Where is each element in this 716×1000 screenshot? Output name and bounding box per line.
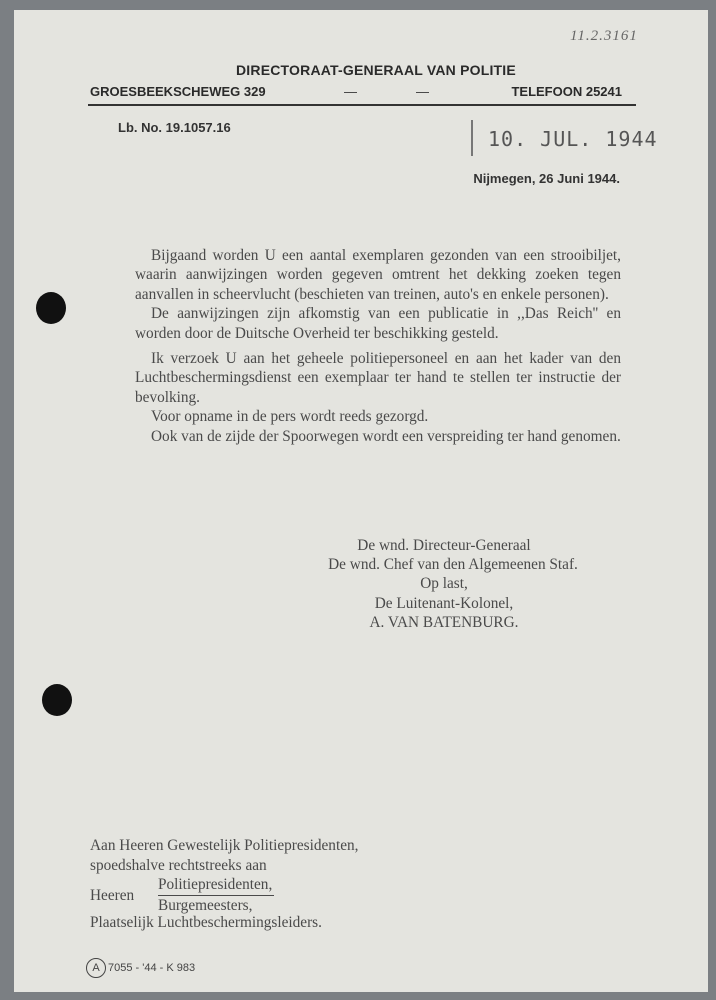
letterhead-rule: [88, 104, 636, 106]
received-date-stamp: 10. JUL. 1944: [488, 127, 658, 151]
paragraph-5: Ook van de zijde der Spoorwegen wordt een verspreiding ter hand genomen.: [151, 427, 621, 445]
paragraph-2: De aanwijzingen zijn afkomstig van een publicatie in ,,Das Reich'' en worden door de Duitsche Overheid ter beschikking gesteld.: [135, 305, 621, 342]
signature-line-1: De wnd. Directeur-Generaal: [357, 537, 531, 554]
letterhead-dash-1: —: [344, 84, 357, 99]
addressee-line-2: spoedshalve rechtstreeks aan: [90, 856, 267, 874]
print-code: 7055 - '44 - K 983: [108, 962, 196, 974]
addressee-burgemeesters: Burgemeesters,: [158, 897, 253, 914]
signature-line-2: De wnd. Chef van den Algemeenen Staf.: [328, 556, 578, 574]
letterhead-dash-2: —: [416, 84, 429, 99]
printer-logo-icon: A: [86, 958, 106, 978]
handwritten-archive-number: 11.2.3161: [570, 28, 638, 44]
signature-line-4: De Luitenant-Kolonel,: [374, 594, 514, 612]
stamp-mark: [471, 120, 473, 156]
addressee-politiepresidenten: Politiepresidenten,: [158, 875, 274, 896]
addressee-line-5: Plaatselijk Luchtbeschermingsleiders.: [90, 914, 322, 931]
letter-body: [135, 246, 621, 446]
paragraph-1: Bijgaand worden U een aantal exemplaren gezonden van een strooibiljet, waarin aanwijzingen worden gegeven omtrent het dekking zoeken tegen aanvallen in scheervlucht (beschieten van treinen, auto's en enkele personen).: [135, 247, 621, 303]
letterhead-address: GROESBEEKSCHEWEG 329: [90, 84, 266, 99]
signature-line-3: Op last,: [420, 575, 468, 593]
letterhead-telephone: TELEFOON 25241: [511, 84, 622, 99]
punch-hole-bottom: [42, 684, 72, 716]
punch-hole-top: [36, 292, 66, 324]
signature-name: A. VAN BATENBURG.: [369, 613, 519, 631]
paragraph-3: Ik verzoek U aan het geheele politiepersoneel en aan het kader van den Luchtbeschermingsdienst een exemplaar ter hand te stellen ter instructie der bevolking.: [135, 350, 621, 406]
reference-number: Lb. No. 19.1057.16: [118, 120, 231, 135]
letter-date: Nijmegen, 26 Juni 1944.: [473, 171, 620, 186]
signature-block: [294, 536, 594, 632]
letterhead-title: DIRECTORAAT-GENERAAL VAN POLITIE: [236, 62, 516, 78]
document-page: [14, 10, 708, 992]
addressee-block: [90, 836, 358, 933]
paragraph-4: Voor opname in de pers wordt reeds gezorgd.: [151, 408, 429, 426]
addressee-heeren: Heeren: [90, 887, 135, 904]
addressee-line-1: Aan Heeren Gewestelijk Politiepresidenten,: [90, 837, 359, 854]
addressee-heeren-group: [90, 875, 358, 913]
